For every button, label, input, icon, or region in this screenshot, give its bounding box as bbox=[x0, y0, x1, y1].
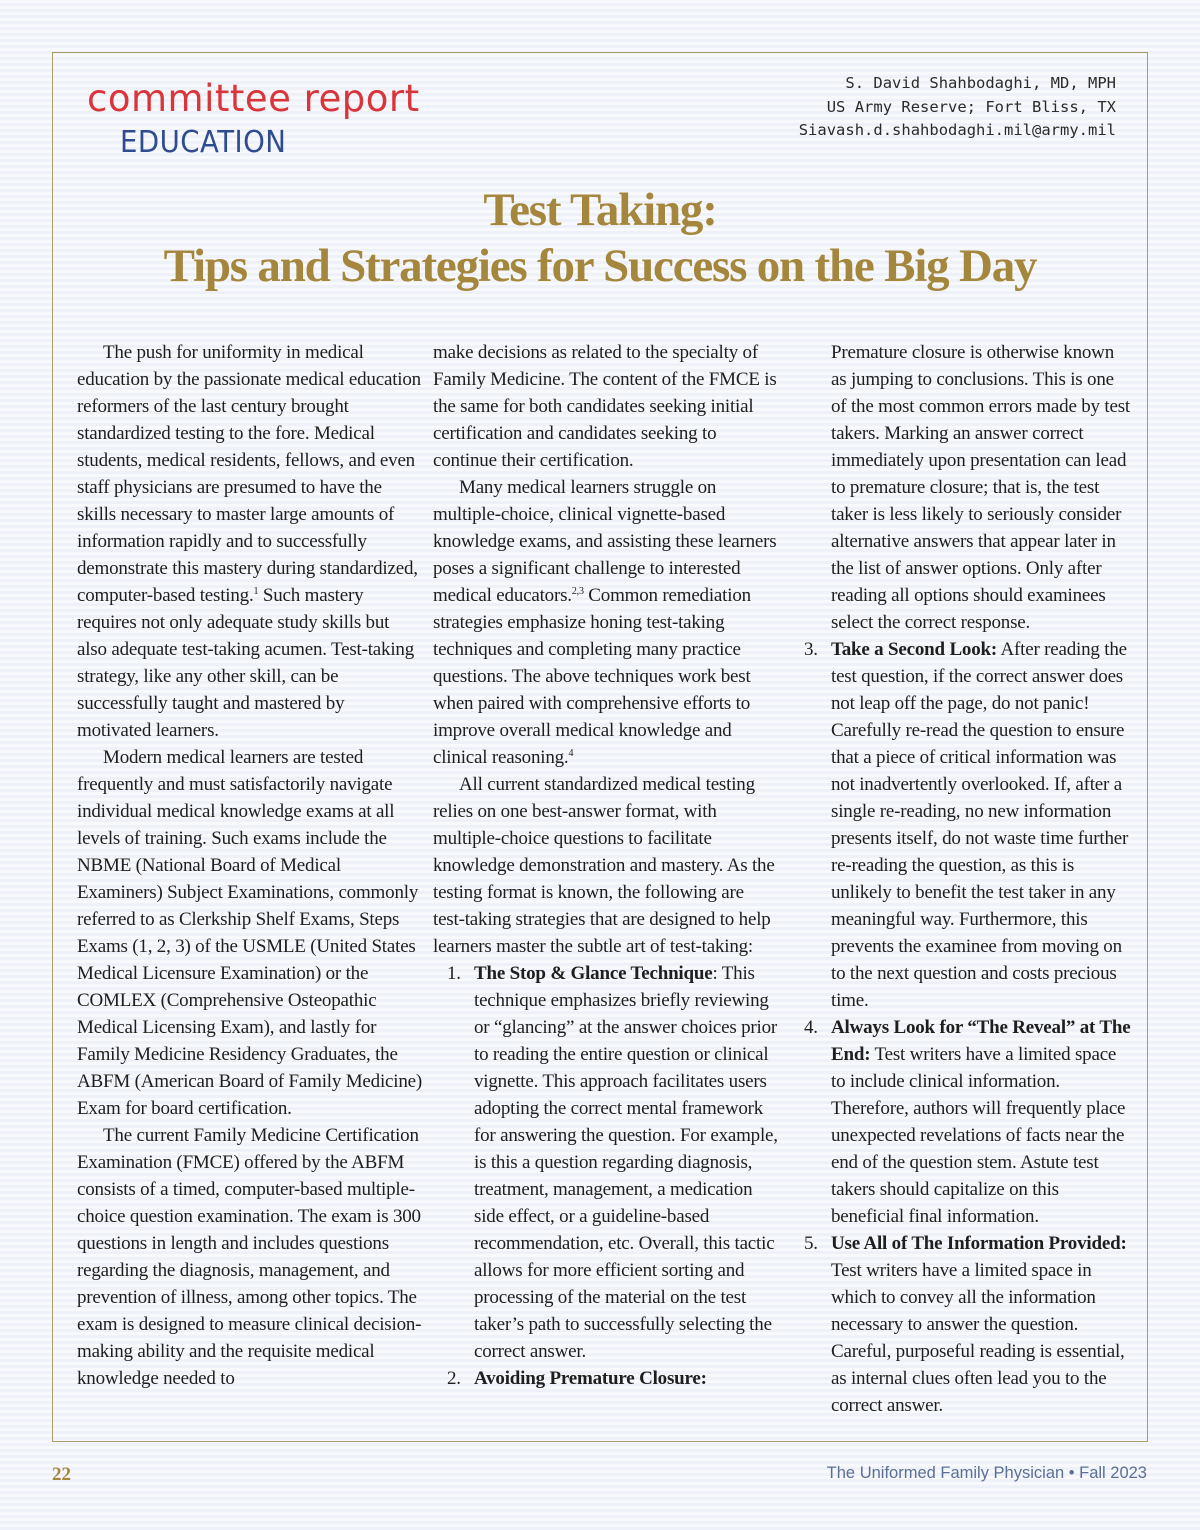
paragraph-4: Many medical learners struggle on multiple-choice, clinical vignette-based knowledge exams, and assisting these learners poses a significant challenge to interested medical educators.$^{2,3}$ Common remediation strategies emphasize honing test-taking techniques and completing many practice questions. The above techniques work best when paired with comprehensive efforts to improve overall medical knowledge and clinical reasoning.$^4$ bbox=[433, 477, 777, 768]
list-text: Test writers have a limited space in which to convey all the information necessary to answer the question. Careful, purposeful reading is essential, as internal clues often lead you to the correct answer. bbox=[831, 1260, 1125, 1416]
list-text: After reading the test question, if the correct answer does not leap off the page, do not panic! Carefully re-read the question to ensure that a piece of critical information was not inadvertently overlooked. If, after a single re-reading, no new information presents itself, do not waste time further re-reading the question, as this is unlikely to benefit the test taker in any meaningful way. Furthermore, this prevents the examinee from moving on to the next question and costs precious time. bbox=[831, 639, 1129, 1011]
list-text: Test writers have a limited space to include clinical information. Therefore, authors will frequently place unexpected revelations of facts near the end of the question stem. Astute test takers should capitalize on this beneficial final information. bbox=[831, 1044, 1126, 1227]
column-2 bbox=[433, 339, 778, 1392]
list-item-5 bbox=[804, 1230, 1131, 1419]
list-number: 4. bbox=[804, 1017, 818, 1038]
list-heading: Avoiding Premature Closure: bbox=[474, 1368, 707, 1389]
list-text: : This technique emphasizes briefly reviewing or “glancing” at the answer choices prior to reading the entire question or clinical vignette. This approach facilitates users adopting the correct mental framework for answering the question. For example, is this a question regarding diagnosis, treatment, management, a medication side effect, or a guideline-based recommendation, etc. Overall, this tactic allows for more efficient sorting and processing of the material on the test taker’s path to successfully selecting the correct answer. bbox=[474, 963, 778, 1362]
list-number: 1. bbox=[447, 963, 461, 984]
list-heading: The Stop & Glance Technique bbox=[474, 963, 713, 984]
list-item-3 bbox=[804, 636, 1131, 1014]
author-block bbox=[696, 72, 1116, 143]
paragraph-1: The push for uniformity in medical education by the passionate medical education reformers of the last century brought standardized testing to the fore. Medical students, medical residents, fellows, and even staff physicians are presumed to have the skills necessary to master large amounts of information rapidly and to successfully demonstrate this mastery during standardized, computer-based testing.$^1$ Such mastery requires not only adequate study skills but also adequate test-taking acumen. Test-taking strategy, like any other skill, can be successfully taught and mastered by motivated learners. bbox=[77, 342, 421, 741]
list-heading: Always Look for “The Reveal” at The End: bbox=[831, 1017, 1131, 1065]
list-item-2-text: Premature closure is otherwise known as jumping to conclusions. This is one of the most common errors made by test takers. Marking an answer correct immediately upon presentation can lead to premature closure; that is, the test taker is less likely to seriously consider alternative answers that appear later in the list of answer options. Only after reading all options should examinees select the correct response. bbox=[831, 342, 1130, 633]
column-1 bbox=[77, 339, 422, 1392]
column-3 bbox=[804, 339, 1131, 1419]
paragraph-5: All current standardized medical testing relies on one best-answer format, with multiple-choice questions to facilitate knowledge demonstration and mastery. As the testing format is known, the following are test-taking strategies that are designed to help learners master the subtle art of test-taking: bbox=[433, 774, 775, 957]
title-line-2: Tips and Strategies for Success on the Big Day bbox=[163, 240, 1037, 292]
article-title bbox=[0, 182, 1200, 294]
list-number: 2. bbox=[447, 1368, 461, 1389]
list-item-2 bbox=[433, 1365, 778, 1392]
list-item-1 bbox=[433, 960, 778, 1365]
reference-1: 1 bbox=[253, 586, 259, 597]
paragraph-3: The current Family Medicine Certification Examination (FMCE) offered by the ABFM consists of a timed, computer-based multiple-choice question examination. The exam is 300 questions in length and includes questions regarding the diagnosis, management, and prevention of illness, among other topics. The exam is designed to measure clinical decision-making ability and the requisite medical knowledge needed to bbox=[77, 1125, 422, 1389]
paragraph-2: Modern medical learners are tested frequently and must satisfactorily navigate individual medical knowledge exams at all levels of training. Such exams include the NBME (National Board of Medical Examiners) Subject Examinations, commonly referred to as Clerkship Shelf Exams, Steps Exams (1, 2, 3) of the USMLE (United States Medical Licensure Examination) or the COMLEX (Comprehensive Osteopathic Medical Licensing Exam), and lastly for Family Medicine Residency Graduates, the ABFM (American Board of Family Medicine) Exam for board certification. bbox=[77, 747, 423, 1119]
reference-2-3: 2,3 bbox=[571, 586, 584, 597]
list-heading: Use All of The Information Provided: bbox=[831, 1233, 1127, 1254]
author-name: S. David Shahbodaghi, MD, MPH bbox=[845, 74, 1116, 92]
section-name: EDUCATION bbox=[120, 125, 287, 160]
list-heading: Take a Second Look: bbox=[831, 639, 998, 660]
list-item-4 bbox=[804, 1014, 1131, 1230]
list-number: 3. bbox=[804, 639, 818, 660]
author-email: Siavash.d.shahbodaghi.mil@army.mil bbox=[798, 121, 1116, 139]
paragraph-3-continued: make decisions as related to the specialty of Family Medicine. The content of the FMCE is the same for both candidates seeking initial certification and candidates seeking to continue their certification. bbox=[433, 342, 777, 471]
section-label: committee report bbox=[87, 77, 420, 120]
list-number: 5. bbox=[804, 1233, 818, 1254]
publication-footer: The Uniformed Family Physician • Fall 2023 bbox=[826, 1464, 1147, 1482]
page-number: 22 bbox=[52, 1464, 71, 1485]
title-line-1: Test Taking: bbox=[483, 184, 717, 236]
reference-4: 4 bbox=[568, 748, 574, 759]
author-affiliation: US Army Reserve; Fort Bliss, TX bbox=[826, 97, 1116, 116]
